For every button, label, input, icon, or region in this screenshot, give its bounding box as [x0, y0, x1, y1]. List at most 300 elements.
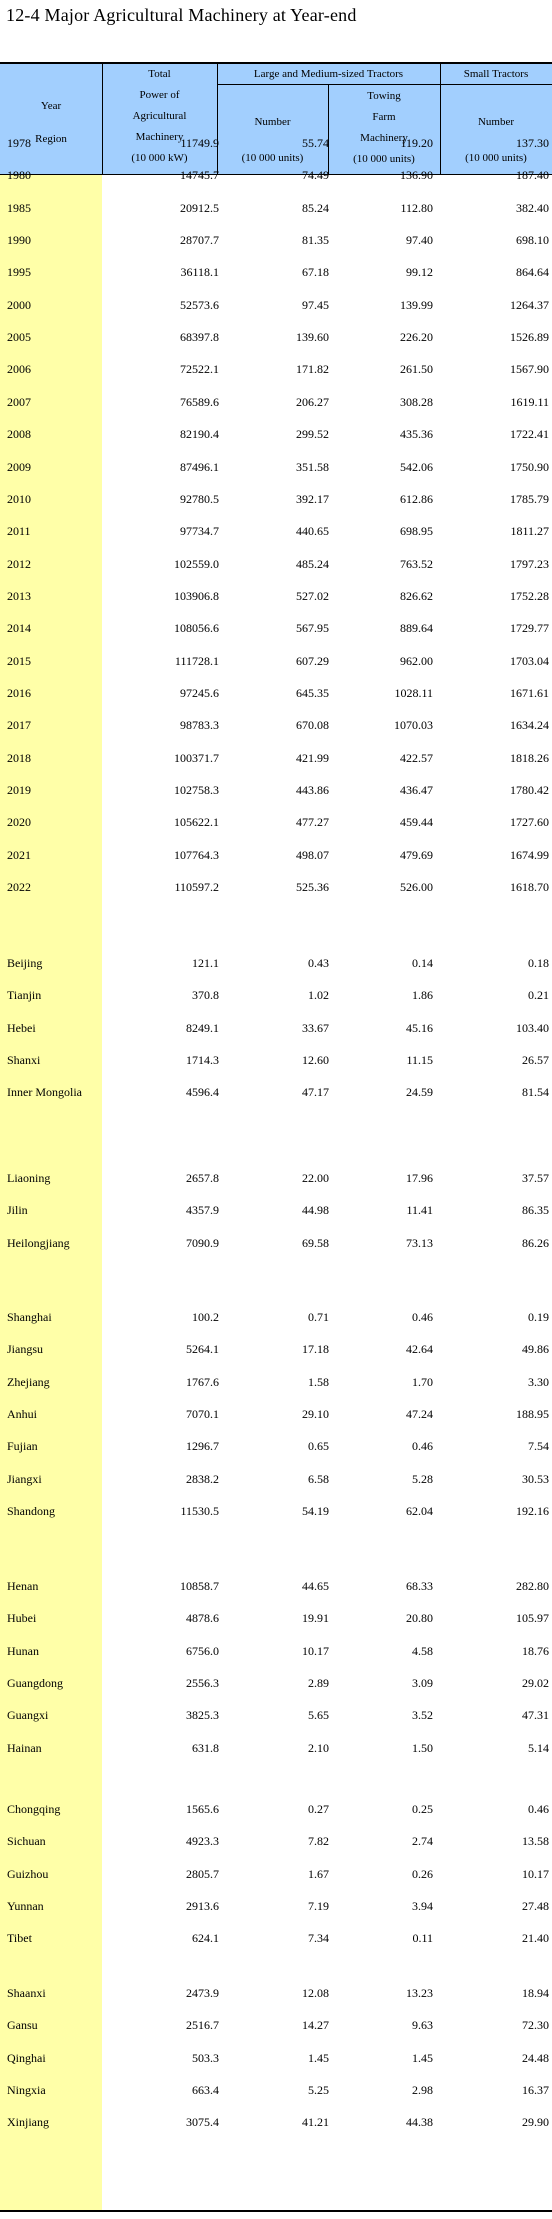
small-number-value: 1752.28 [510, 589, 549, 603]
lm-number-value: 74.49 [302, 168, 329, 182]
towing-line: Farm [372, 111, 396, 123]
towing-value: 112.80 [400, 201, 433, 215]
lm-number-value: 5.65 [308, 1708, 329, 1722]
lm-tractors-header: Large and Medium-sized Tractors [253, 68, 404, 80]
total-power-value: 11749.9 [180, 136, 219, 150]
table-row [0, 845, 552, 865]
lm-number-value: 485.24 [296, 557, 329, 571]
towing-value: 45.16 [406, 1021, 433, 1035]
total-power-value: 4596.4 [186, 1085, 219, 1099]
lm-number-value: 421.99 [296, 751, 329, 765]
towing-value: 136.90 [400, 168, 433, 182]
lm-number-unit: (10 000 units) [241, 152, 304, 164]
lm-number-value: 607.29 [296, 654, 329, 668]
lm-number-value: 14.27 [302, 2018, 329, 2032]
towing-value: 11.41 [406, 1203, 433, 1217]
table-row [0, 1082, 552, 1102]
total-power-value: 68397.8 [180, 330, 219, 344]
table-row [0, 295, 552, 315]
table-row [0, 812, 552, 832]
total-power-value: 87496.1 [180, 460, 219, 474]
total-power-value: 36118.1 [180, 265, 219, 279]
row-label: Guangxi [7, 1708, 49, 1722]
small-number-value: 29.90 [522, 2115, 549, 2129]
towing-value: 5.28 [412, 1472, 433, 1486]
lm-number-header: Number [254, 116, 291, 128]
towing-value: 11.15 [406, 1053, 433, 1067]
towing-value: 73.13 [406, 1236, 433, 1250]
row-label: 2015 [7, 654, 31, 668]
row-label: 2006 [7, 362, 31, 376]
table-row [0, 2080, 552, 2100]
row-label: 2000 [7, 298, 31, 312]
towing-value: 1.86 [412, 988, 433, 1002]
row-label: Anhui [7, 1407, 37, 1421]
row-label: Hainan [7, 1741, 42, 1755]
lm-number-value: 440.65 [296, 524, 329, 538]
lm-number-value: 12.08 [302, 1986, 329, 2000]
towing-value: 0.14 [412, 956, 433, 970]
towing-value: 68.33 [406, 1579, 433, 1593]
towing-value: 436.47 [400, 783, 433, 797]
small-number-value: 1727.60 [510, 815, 549, 829]
table-row [0, 392, 552, 412]
small-number-value: 3.30 [528, 1375, 549, 1389]
small-number-value: 13.58 [522, 1834, 549, 1848]
small-number-value: 1818.26 [510, 751, 549, 765]
table-row [0, 489, 552, 509]
row-label: 2012 [7, 557, 31, 571]
lm-number-value: 5.25 [308, 2083, 329, 2097]
row-label: Inner Mongolia [7, 1085, 82, 1099]
row-label: Shanghai [7, 1310, 52, 1324]
small-number-value: 282.80 [516, 1579, 549, 1593]
table-row [0, 1896, 552, 1916]
lm-number-value: 33.67 [302, 1021, 329, 1035]
total-power-value: 100371.7 [174, 751, 219, 765]
lm-number-value: 645.35 [296, 686, 329, 700]
lm-number-value: 2.10 [308, 1741, 329, 1755]
small-number-value: 86.26 [522, 1236, 549, 1250]
small-number-value: 1567.90 [510, 362, 549, 376]
lm-number-value: 171.82 [296, 362, 329, 376]
row-label: Guizhou [7, 1867, 49, 1881]
towing-value: 3.09 [412, 1676, 433, 1690]
small-number-value: 30.53 [522, 1472, 549, 1486]
table-row [0, 1050, 552, 1070]
lm-number-value: 12.60 [302, 1053, 329, 1067]
towing-value: 99.12 [406, 265, 433, 279]
total-power-value: 102758.3 [174, 783, 219, 797]
table-row [0, 683, 552, 703]
small-number-value: 72.30 [522, 2018, 549, 2032]
total-power-value: 3075.4 [186, 2115, 219, 2129]
small-number-value: 192.16 [516, 1504, 549, 1518]
total-power-value: 102559.0 [174, 557, 219, 571]
lm-number-value: 17.18 [302, 1342, 329, 1356]
small-number-value: 382.40 [516, 201, 549, 215]
lm-number-value: 55.74 [302, 136, 329, 150]
small-number-value: 1703.04 [510, 654, 549, 668]
table-row [0, 2048, 552, 2068]
lm-number-value: 29.10 [302, 1407, 329, 1421]
small-number-value: 188.95 [516, 1407, 549, 1421]
small-number-value: 24.48 [522, 2051, 549, 2065]
total-power-value: 663.4 [192, 2083, 219, 2097]
table-row [0, 1799, 552, 1819]
total-power-value: 108056.6 [174, 621, 219, 635]
lm-number-value: 85.24 [302, 201, 329, 215]
total-power-value: 76589.6 [180, 395, 219, 409]
total-power-value: 6756.0 [186, 1644, 219, 1658]
table-row [0, 2015, 552, 2035]
small-number-value: 105.97 [516, 1611, 549, 1625]
small-number-value: 187.40 [516, 168, 549, 182]
lm-number-value: 7.34 [308, 1931, 329, 1945]
row-label: 1980 [7, 168, 31, 182]
towing-value: 226.20 [400, 330, 433, 344]
row-label: 2011 [7, 524, 31, 538]
row-label: Heilongjiang [7, 1236, 70, 1250]
lm-number-value: 22.00 [302, 1171, 329, 1185]
towing-value: 698.95 [400, 524, 433, 538]
data-table [0, 62, 552, 2212]
table-row [0, 1404, 552, 1424]
small-number-value: 698.10 [516, 233, 549, 247]
towing-value: 97.40 [406, 233, 433, 247]
small-number-value: 1674.99 [510, 848, 549, 862]
total-power-value: 97734.7 [180, 524, 219, 538]
towing-value: 826.62 [400, 589, 433, 603]
header-group-rule [217, 84, 552, 85]
table-row [0, 424, 552, 444]
total-power-value: 100.2 [192, 1310, 219, 1324]
total-power-value: 1565.6 [186, 1802, 219, 1816]
lm-number-value: 0.71 [308, 1310, 329, 1324]
total-power-value: 72522.1 [180, 362, 219, 376]
row-label: Tianjin [7, 988, 42, 1002]
small-number-value: 86.35 [522, 1203, 549, 1217]
towing-value: 526.00 [400, 880, 433, 894]
small-number-value: 1619.11 [510, 395, 549, 409]
small-tractors-header: Small Tractors [463, 68, 529, 80]
lm-number-value: 19.91 [302, 1611, 329, 1625]
small-number-value: 1618.70 [510, 880, 549, 894]
table-row [0, 1168, 552, 1188]
total-power-value: 4357.9 [186, 1203, 219, 1217]
table-row [0, 1738, 552, 1758]
towing-value: 0.26 [412, 1867, 433, 1881]
table-row [0, 618, 552, 638]
total-power-value: 2657.8 [186, 1171, 219, 1185]
row-label: Tibet [7, 1931, 32, 1945]
row-label: Chongqing [7, 1802, 61, 1816]
towing-value: 479.69 [400, 848, 433, 862]
row-label: Liaoning [7, 1171, 51, 1185]
small-number-unit: (10 000 units) [465, 152, 527, 164]
total-power-value: 2838.2 [186, 1472, 219, 1486]
table-row [0, 1018, 552, 1038]
towing-value: 20.80 [406, 1611, 433, 1625]
row-label: Yunnan [7, 1899, 44, 1913]
table-row [0, 1608, 552, 1628]
table-row [0, 780, 552, 800]
row-label: Shanxi [7, 1053, 41, 1067]
small-number-value: 1671.61 [510, 686, 549, 700]
total-power-value: 103906.8 [174, 589, 219, 603]
lm-number-value: 525.36 [296, 880, 329, 894]
row-label: 2018 [7, 751, 31, 765]
lm-number-value: 81.35 [302, 233, 329, 247]
lm-number-value: 47.17 [302, 1085, 329, 1099]
towing-value: 44.38 [406, 2115, 433, 2129]
towing-machinery-header [328, 86, 440, 170]
table-row [0, 165, 552, 185]
table-row [0, 457, 552, 477]
row-label: Hunan [7, 1644, 39, 1658]
total-power-value: 2516.7 [186, 2018, 219, 2032]
table-row [0, 985, 552, 1005]
towing-value: 422.57 [400, 751, 433, 765]
total-power-value: 2556.3 [186, 1676, 219, 1690]
total-power-value: 4878.6 [186, 1611, 219, 1625]
lm-number-value: 1.67 [308, 1867, 329, 1881]
lm-number-value: 477.27 [296, 815, 329, 829]
total-power-value: 105622.1 [174, 815, 219, 829]
row-label: 2010 [7, 492, 31, 506]
lm-number-value: 0.43 [308, 956, 329, 970]
towing-value: 1.70 [412, 1375, 433, 1389]
lm-number-value: 41.21 [302, 2115, 329, 2129]
towing-value: 763.52 [400, 557, 433, 571]
total-power-value: 28707.7 [180, 233, 219, 247]
total-power-value: 82190.4 [180, 427, 219, 441]
table-row [0, 230, 552, 250]
lm-number-value: 2.89 [308, 1676, 329, 1690]
small-number-value: 103.40 [516, 1021, 549, 1035]
small-number-value: 1729.77 [510, 621, 549, 635]
total-power-value: 10858.7 [180, 1579, 219, 1593]
small-number-value: 1264.37 [510, 298, 549, 312]
towing-value: 24.59 [406, 1085, 433, 1099]
lm-number-value: 6.58 [308, 1472, 329, 1486]
towing-value: 1.50 [412, 1741, 433, 1755]
row-label: Henan [7, 1579, 39, 1593]
towing-value: 2.74 [412, 1834, 433, 1848]
lm-number-value: 351.58 [296, 460, 329, 474]
total-power-value: 5264.1 [186, 1342, 219, 1356]
table-row [0, 1673, 552, 1693]
small-number-value: 1811.27 [510, 524, 549, 538]
total-power-value: 98783.3 [180, 718, 219, 732]
stub-year-label: Year [40, 100, 62, 112]
table-row [0, 1641, 552, 1661]
total-power-value: 370.8 [192, 988, 219, 1002]
small-number-value: 21.40 [522, 1931, 549, 1945]
towing-value: 435.36 [400, 427, 433, 441]
total-power-value: 92780.5 [180, 492, 219, 506]
small-number-value: 1722.41 [510, 427, 549, 441]
table-row [0, 1233, 552, 1253]
table-row [0, 133, 552, 153]
lm-number-value: 299.52 [296, 427, 329, 441]
row-label: 2009 [7, 460, 31, 474]
row-label: 1990 [7, 233, 31, 247]
row-label: 2017 [7, 718, 31, 732]
small-number-value: 1750.90 [510, 460, 549, 474]
total-power-value: 97245.6 [180, 686, 219, 700]
towing-value: 308.28 [400, 395, 433, 409]
bottom-rule [0, 2210, 552, 2212]
total-power-value: 503.3 [192, 2051, 219, 2065]
lm-number-value: 67.18 [302, 265, 329, 279]
small-number-value: 1526.89 [510, 330, 549, 344]
towing-value: 9.63 [412, 2018, 433, 2032]
small-number-value: 29.02 [522, 1676, 549, 1690]
total-power-value: 7070.1 [186, 1407, 219, 1421]
total-power-line: Total [148, 68, 171, 80]
row-label: Jilin [7, 1203, 28, 1217]
table-row [0, 359, 552, 379]
total-power-line: Agricultural [132, 110, 187, 122]
lm-number-value: 206.27 [296, 395, 329, 409]
row-label: 1985 [7, 201, 31, 215]
table-row [0, 651, 552, 671]
row-label: Hubei [7, 1611, 37, 1625]
towing-value: 0.46 [412, 1310, 433, 1324]
total-power-value: 121.1 [192, 956, 219, 970]
lm-number-value: 1.58 [308, 1375, 329, 1389]
towing-value: 0.46 [412, 1439, 433, 1453]
towing-value: 62.04 [406, 1504, 433, 1518]
table-row [0, 1983, 552, 2003]
towing-value: 4.58 [412, 1644, 433, 1658]
row-label: 2014 [7, 621, 31, 635]
row-label: Hebei [7, 1021, 36, 1035]
towing-value: 139.99 [400, 298, 433, 312]
table-row [0, 262, 552, 282]
small-number-value: 5.14 [528, 1741, 549, 1755]
total-power-value: 631.8 [192, 1741, 219, 1755]
row-label: Beijing [7, 956, 43, 970]
lm-number-value: 527.02 [296, 589, 329, 603]
total-power-unit: (10 000 kW) [131, 152, 188, 164]
table-row [0, 1339, 552, 1359]
small-number-value: 0.19 [528, 1310, 549, 1324]
lm-number-value: 0.27 [308, 1802, 329, 1816]
small-number-value: 1785.79 [510, 492, 549, 506]
lm-number-value: 54.19 [302, 1504, 329, 1518]
total-power-value: 52573.6 [180, 298, 219, 312]
towing-value: 42.64 [406, 1342, 433, 1356]
lm-number-value: 0.65 [308, 1439, 329, 1453]
towing-value: 47.24 [406, 1407, 433, 1421]
row-label: 2008 [7, 427, 31, 441]
small-number-value: 137.30 [516, 136, 549, 150]
total-power-value: 624.1 [192, 1931, 219, 1945]
total-power-value: 7090.9 [186, 1236, 219, 1250]
total-power-value: 1767.6 [186, 1375, 219, 1389]
towing-value: 1070.03 [394, 718, 433, 732]
towing-value: 0.11 [412, 1931, 433, 1945]
towing-line: Towing [367, 90, 401, 102]
table-row [0, 1469, 552, 1489]
towing-value: 3.94 [412, 1899, 433, 1913]
table-row [0, 1576, 552, 1596]
row-label: Shandong [7, 1504, 55, 1518]
total-power-line: Power of [139, 89, 180, 101]
total-power-value: 1296.7 [186, 1439, 219, 1453]
row-label: 2007 [7, 395, 31, 409]
small-number-value: 49.86 [522, 1342, 549, 1356]
small-number-value: 37.57 [522, 1171, 549, 1185]
small-number-value: 864.64 [516, 265, 549, 279]
table-row [0, 554, 552, 574]
small-number-header: Number [477, 116, 515, 128]
table-row [0, 1501, 552, 1521]
row-label: Sichuan [7, 1834, 46, 1848]
row-label: 1995 [7, 265, 31, 279]
table-row [0, 877, 552, 897]
small-number-value: 10.17 [522, 1867, 549, 1881]
towing-value: 2.98 [412, 2083, 433, 2097]
table-row [0, 1705, 552, 1725]
towing-value: 1028.11 [394, 686, 433, 700]
total-power-value: 107764.3 [174, 848, 219, 862]
small-number-value: 0.18 [528, 956, 549, 970]
towing-value: 13.23 [406, 1986, 433, 2000]
small-number-value: 0.46 [528, 1802, 549, 1816]
total-power-value: 2913.6 [186, 1899, 219, 1913]
towing-value: 889.64 [400, 621, 433, 635]
table-row [0, 1436, 552, 1456]
lm-number-value: 97.45 [302, 298, 329, 312]
total-power-value: 11530.5 [180, 1504, 219, 1518]
towing-value: 261.50 [400, 362, 433, 376]
row-label: 2020 [7, 815, 31, 829]
table-row [0, 586, 552, 606]
towing-line: Machinery [360, 132, 408, 144]
total-power-value: 8249.1 [186, 1021, 219, 1035]
total-power-value: 110597.2 [174, 880, 219, 894]
table-row [0, 748, 552, 768]
row-label: 2021 [7, 848, 31, 862]
total-power-value: 14745.7 [180, 168, 219, 182]
table-title: 12-4 Major Agricultural Machinery at Year-end [6, 5, 357, 25]
lm-number-value: 567.95 [296, 621, 329, 635]
total-power-value: 2473.9 [186, 1986, 219, 2000]
total-power-value: 2805.7 [186, 1867, 219, 1881]
towing-value: 1.45 [412, 2051, 433, 2065]
total-power-value: 111728.1 [174, 654, 219, 668]
towing-value: 459.44 [400, 815, 433, 829]
small-number-value: 18.94 [522, 1986, 549, 2000]
row-label: Ningxia [7, 2083, 46, 2097]
lm-number-value: 1.02 [308, 988, 329, 1002]
row-label: 2022 [7, 880, 31, 894]
lm-number-value: 670.08 [296, 718, 329, 732]
small-number-value: 1780.42 [510, 783, 549, 797]
table-row [0, 953, 552, 973]
row-label: 2013 [7, 589, 31, 603]
row-label: Gansu [7, 2018, 38, 2032]
lm-number-value: 7.19 [308, 1899, 329, 1913]
lm-number-value: 1.45 [308, 2051, 329, 2065]
table-row [0, 715, 552, 735]
towing-value: 119.20 [400, 136, 433, 150]
row-label: Xinjiang [7, 2115, 49, 2129]
row-label: 1978 [7, 136, 31, 150]
